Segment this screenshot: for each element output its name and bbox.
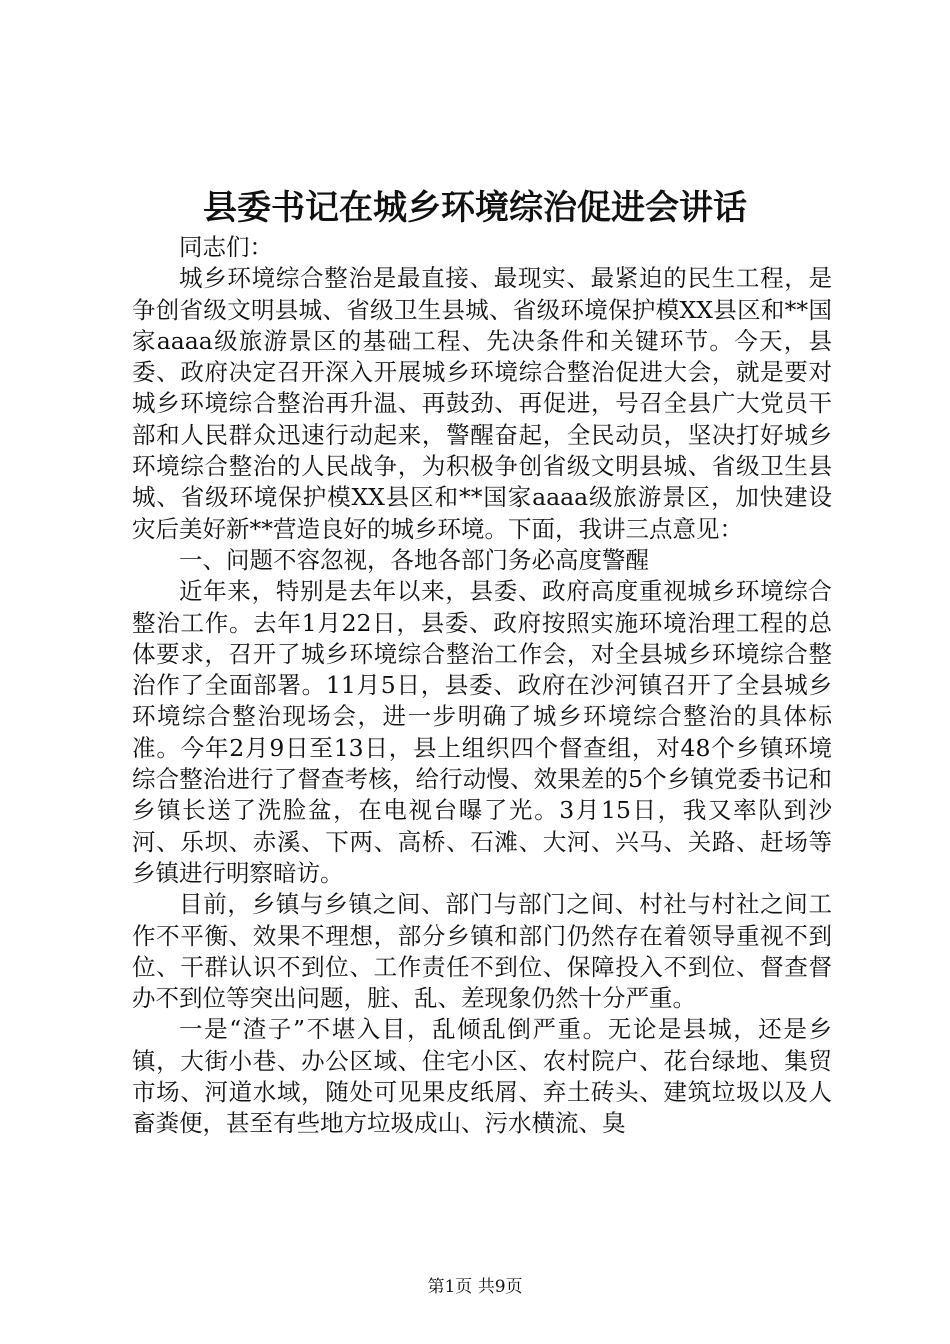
body-paragraph: 近年来，特别是去年以来，县委、政府高度重视城乡环境综合整治工作。去年1月22日，县委、政府按照实施环境治理工程的总体要求，召开了城乡环境综合整治工作会，对全县城乡环境综合整治作了全面部署。11月5日，县委、政府在沙河镇召开了全县城乡环境综合整治现场会，进一步明确了城乡环境综合整治的具体标准。今年2月9日至13日，县上组织四个督查组，对48个乡镇环境综合整治进行了督查考核，给行动慢、效果差的5个乡镇党委书记和乡镇长送了洗脸盆，在电视台曝了光。3月15日，我又率队到沙河、乐坝、赤溪、下两、高桥、石滩、大河、兴马、关路、赶场等乡镇进行明察暗访。: [132, 577, 832, 887]
document-body: [132, 232, 832, 1140]
body-paragraph: 目前，乡镇与乡镇之间、部门与部门之间、村社与村社之间工作不平衡、效果不理想，部分乡镇和部门仍然存在着领导重视不到位、干群认识不到位、工作责任不到位、保障投入不到位、督查督办不到位等突出问题，脏、乱、差现象仍然十分严重。: [132, 890, 832, 1013]
body-paragraph: 一是“渣子”不堪入目，乱倾乱倒严重。无论是县城，还是乡镇，大街小巷、办公区域、住宅小区、农村院户、花台绿地、集贸市场、河道水域，随处可见果皮纸屑、弃土砖头、建筑垃圾以及人畜粪便，甚至有些地方垃圾成山、污水横流、臭: [132, 1015, 832, 1138]
section-heading: 一、问题不容忽视，各地各部门务必高度警醒: [179, 545, 649, 574]
body-paragraph: 城乡环境综合整治是最直接、最现实、最紧迫的民生工程，是争创省级文明县城、省级卫生县城、省级环境保护模XX县区和**国家aaaa级旅游景区的基础工程、先决条件和关键环节。今天，县委、政府决定召开深入开展城乡环境综合整治促进大会，就是要对城乡环境综合整治再升温、再鼓劲、再促进，号召全县广大党员干部和人民群众迅速行动起来，警醒奋起，全民动员，坚决打好城乡环境综合整治的人民战争，为积极争创省级文明县城、省级卫生县城、省级环境保护模XX县区和**国家aaaa级旅游景区，加快建设灾后美好新**营造良好的城乡环境。下面，我讲三点意见：: [132, 264, 832, 543]
salutation-paragraph: 同志们：: [179, 233, 273, 261]
document-title: 县委书记在城乡环境综治促进会讲话: [203, 188, 747, 228]
page-number-footer: 第1页 共9页: [427, 1277, 523, 1297]
